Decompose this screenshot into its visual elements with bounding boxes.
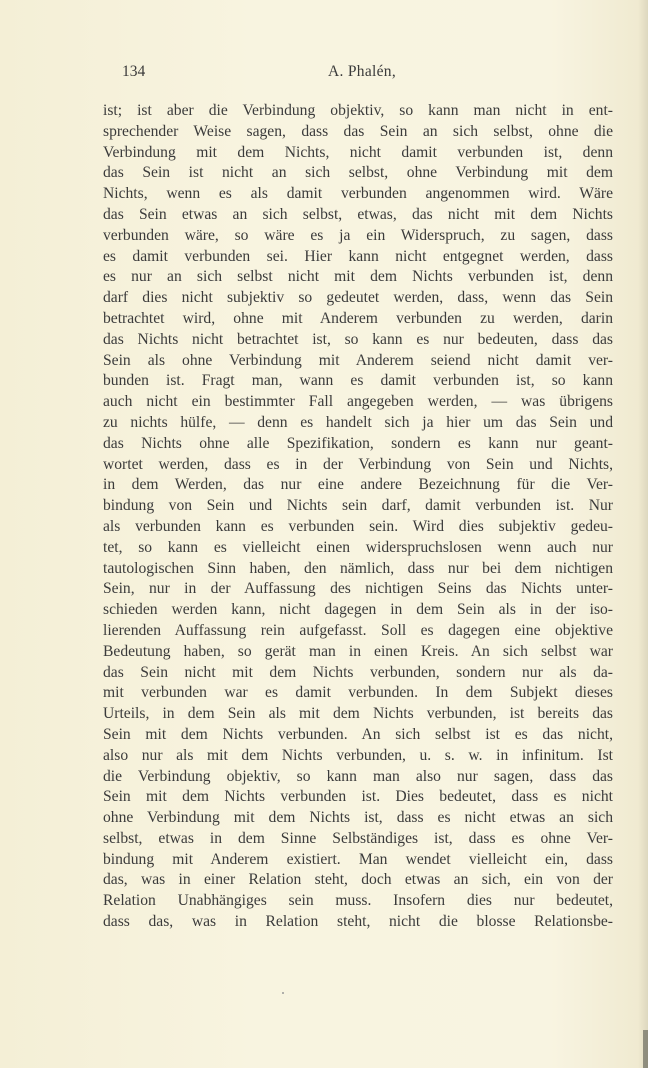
text-line: Urteils, in dem Sein als mit dem Nichts verbunden, ist bereits das xyxy=(103,705,613,723)
running-head: A. Phalén, xyxy=(328,63,397,80)
text-line: bunden ist. Fragt man, wann es damit verbunden ist, so kann xyxy=(103,372,613,390)
text-line: schieden werden kann, nicht dagegen in dem Sein als in der iso- xyxy=(103,601,613,619)
text-line: mit verbunden war es damit verbunden. In dem Subjekt dieses xyxy=(103,684,613,702)
text-line: lierenden Auffassung rein aufgefasst. Soll es dagegen eine objektive xyxy=(103,621,613,639)
binding-edge-mark xyxy=(643,1030,648,1068)
text-line: bindung mit Anderem existiert. Man wendet vielleicht ein, dass xyxy=(103,850,613,868)
text-line: zu nichts hülfe, — denn es handelt sich ja hier um das Sein und xyxy=(103,413,613,431)
text-line: das, was in einer Relation steht, doch etwas an sich, ein von der xyxy=(103,871,613,889)
text-line: selbst, etwas in dem Sinne Selbständiges ist, dass es ohne Ver- xyxy=(103,829,613,847)
text-line: es nur an sich selbst nicht mit dem Nichts verbunden ist, denn xyxy=(103,268,613,286)
text-line: Sein mit dem Nichts verbunden ist. Dies bedeutet, dass es nicht xyxy=(103,788,613,806)
text-line: das Nichts ohne alle Spezifikation, sondern es kann nur geant- xyxy=(103,434,613,452)
text-line: das Sein ist nicht an sich selbst, ohne Verbindung mit dem xyxy=(103,164,613,182)
text-line: das Sein etwas an sich selbst, etwas, das nicht mit dem Nichts xyxy=(103,205,613,223)
text-line: ohne Verbindung mit dem Nichts ist, dass es nicht etwas an sich xyxy=(103,809,613,827)
text-line: Relation Unabhängiges sein muss. Insofern dies nur bedeutet, xyxy=(103,892,613,910)
text-line: Sein, nur in der Auffassung des nichtigen Seins das Nichts unter- xyxy=(103,580,613,598)
page-header xyxy=(122,63,522,85)
text-line: sprechender Weise sagen, dass das Sein an sich selbst, ohne die xyxy=(103,122,613,140)
page-number: 134 xyxy=(122,63,146,80)
text-line: darf dies nicht subjektiv so gedeutet werden, dass, wenn das Sein xyxy=(103,289,613,307)
text-line: es damit verbunden sei. Hier kann nicht entgegnet werden, dass xyxy=(103,247,613,265)
text-line: das Nichts nicht betrachtet ist, so kann es nur bedeuten, dass das xyxy=(103,330,613,348)
text-line: betrachtet wird, ohne mit Anderem verbunden zu werden, darin xyxy=(103,309,613,327)
text-line: Sein als ohne Verbindung mit Anderem seiend nicht damit ver- xyxy=(103,351,613,369)
body-text xyxy=(103,101,613,933)
text-line: verbunden wäre, so wäre es ja ein Widerspruch, zu sagen, dass xyxy=(103,226,613,244)
text-line: wortet werden, dass es in der Verbindung von Sein und Nichts, xyxy=(103,455,613,473)
page-edge-shadow xyxy=(638,0,648,1068)
text-line: das Sein nicht mit dem Nichts verbunden, sondern nur als da- xyxy=(103,663,613,681)
text-line: Sein mit dem Nichts verbunden. An sich selbst ist es das nicht, xyxy=(103,725,613,743)
text-line: ist; ist aber die Verbindung objektiv, so kann man nicht in ent- xyxy=(103,102,613,119)
text-line: die Verbindung objektiv, so kann man also nur sagen, dass das xyxy=(103,767,613,785)
text-line: bindung von Sein und Nichts sein darf, damit verbunden ist. Nur xyxy=(103,497,613,515)
text-line: tautologischen Sinn haben, den nämlich, dass nur bei dem nichtigen xyxy=(103,559,613,577)
text-line: Nichts, wenn es als damit verbunden angenommen wird. Wäre xyxy=(103,185,613,203)
text-line: dass das, was in Relation steht, nicht die blosse Relationsbe- xyxy=(103,913,613,931)
text-line: Verbindung mit dem Nichts, nicht damit verbunden ist, denn xyxy=(103,143,613,161)
text-line: also nur als mit dem Nichts verbunden, u. s. w. in infinitum. Ist xyxy=(103,746,613,764)
text-line: als verbunden kann es verbunden sein. Wird dies subjektiv gedeu- xyxy=(103,517,613,535)
text-line: in dem Werden, das nur eine andere Bezeichnung für die Ver- xyxy=(103,476,613,494)
text-line: auch nicht ein bestimmter Fall angegeben werden, — was übrigens xyxy=(103,393,613,411)
paper-speck xyxy=(282,992,284,994)
text-line: tet, so kann es vielleicht einen widerspruchslosen wenn auch nur xyxy=(103,538,613,556)
text-line: Bedeutung haben, so gerät man in einen Kreis. An sich selbst war xyxy=(103,642,613,660)
